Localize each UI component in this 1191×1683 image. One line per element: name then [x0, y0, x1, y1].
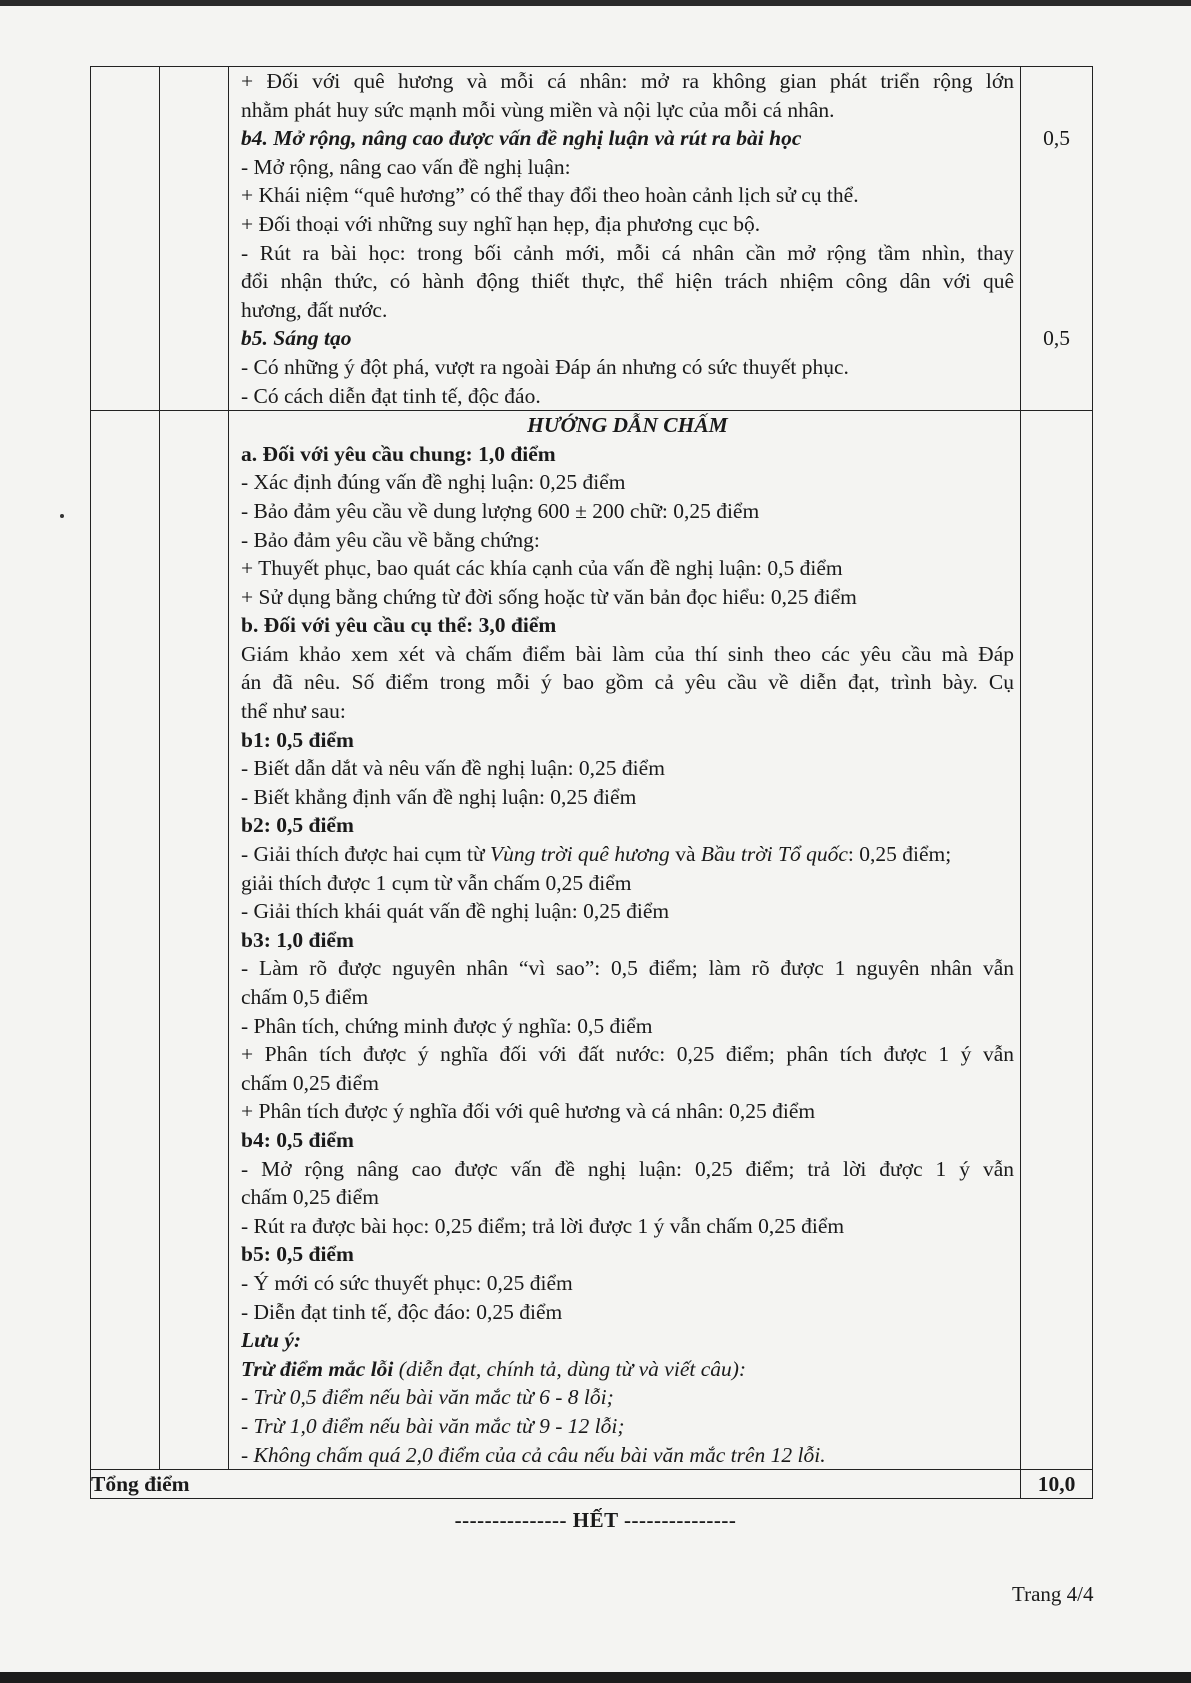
total-value: 10,0 [1021, 1470, 1093, 1499]
text-line: thể như sau: [241, 699, 346, 724]
section-heading-b5: b5. Sáng tạo [241, 326, 352, 351]
text-line: + Phân tích được ý nghĩa đối với đất nước: 0,25 điểm; phân tích được 1 ý vẫn [241, 1042, 1014, 1067]
total-label: Tổng điểm [91, 1470, 1021, 1499]
guide-title: HƯỚNG DẪN CHẤM [527, 413, 728, 438]
note-deduct-bold: Trừ điểm mắc lỗi [241, 1356, 394, 1381]
note-line: - Không chấm quá 2,0 điểm của cả câu nếu bài văn mắc trên 12 lỗi. [241, 1442, 826, 1467]
table-row-part-b [91, 67, 1093, 411]
note-deduct-line [241, 1355, 1014, 1384]
text-line: + Đối với quê hương và mỗi cá nhân: mở ra không gian phát triển rộng lớn [241, 69, 1014, 93]
guide-heading-b5: b5: 0,5 điểm [241, 1242, 354, 1267]
note-heading: Lưu ý: [241, 1328, 302, 1353]
text-fragment: và [669, 842, 701, 867]
text-line: + Đối thoại với những suy nghĩ hạn hẹp, địa phương cục bộ. [241, 211, 761, 236]
content-cell [229, 411, 1021, 1470]
text-line [241, 840, 1014, 869]
text-line: - Diễn đạt tinh tế, độc đáo: 0,25 điểm [241, 1299, 563, 1324]
text-line: hương, đất nước. [241, 297, 388, 322]
table-row-guide [91, 411, 1093, 1470]
text-line: - Giải thích khái quát vấn đề nghị luận: 0,25 điểm [241, 899, 670, 924]
guide-heading-b1: b1: 0,5 điểm [241, 727, 354, 752]
text-line: - Bảo đảm yêu cầu về dung lượng 600 ± 200 chữ: 0,25 điểm [241, 498, 760, 523]
text-line: + Phân tích được ý nghĩa đối với quê hương và cá nhân: 0,25 điểm [241, 1099, 816, 1124]
guide-heading-b3: b3: 1,0 điểm [241, 927, 354, 952]
text-line: - Phân tích, chứng minh được ý nghĩa: 0,5 điểm [241, 1013, 653, 1038]
note-line: - Trừ 1,0 điểm nếu bài văn mắc từ 9 - 12 lỗi; [241, 1413, 625, 1438]
col-part-cell [160, 67, 229, 411]
text-line: chấm 0,25 điểm [241, 1070, 379, 1095]
score-cell [1021, 67, 1093, 411]
text-line: - Rút ra được bài học: 0,25 điểm; trả lời được 1 ý vẫn chấm 0,25 điểm [241, 1213, 845, 1238]
table-row-total [91, 1470, 1093, 1499]
col-question-cell [91, 67, 160, 411]
text-line: - Biết dẫn dắt và nêu vấn đề nghị luận: 0,25 điểm [241, 756, 665, 781]
text-line: - Rút ra bài học: trong bối cảnh mới, mỗi cá nhân cần mở rộng tầm nhìn, thay [241, 240, 1014, 265]
scan-speck [60, 514, 64, 518]
text-line: Giám khảo xem xét và chấm điểm bài làm của thí sinh theo các yêu cầu mà Đáp [241, 641, 1014, 666]
text-line: giải thích được 1 cụm từ vẫn chấm 0,25 điểm [241, 870, 632, 895]
guide-heading-b: b. Đối với yêu cầu cụ thể: 3,0 điểm [241, 613, 557, 638]
term-bau-troi: Bầu trời Tổ quốc [700, 842, 848, 867]
text-line: án đã nêu. Số điểm trong mỗi ý bao gồm cả yêu cầu về diễn đạt, trình bày. Cụ [241, 670, 1014, 695]
text-line: - Có những ý đột phá, vượt ra ngoài Đáp án nhưng có sức thuyết phục. [241, 354, 849, 379]
page-number: Trang 4/4 [1012, 1582, 1094, 1606]
text-fragment: : 0,25 điểm; [847, 842, 952, 867]
text-line: - Xác định đúng vấn đề nghị luận: 0,25 điểm [241, 470, 626, 495]
col-part-cell [160, 411, 229, 1470]
end-marker: --------------- HẾT --------------- [454, 1508, 737, 1532]
text-line: chấm 0,5 điểm [241, 985, 369, 1009]
term-vung-troi: Vùng trời quê hương [490, 842, 670, 867]
text-line: + Sử dụng bằng chứng từ đời sống hoặc từ văn bản đọc hiểu: 0,25 điểm [241, 584, 857, 609]
text-fragment: - Giải thích được hai cụm từ [241, 842, 491, 867]
text-line: - Mở rộng nâng cao được vấn đề nghị luận: 0,25 điểm; trả lời được 1 ý vẫn [241, 1156, 1014, 1181]
score-b5: 0,5 [1043, 325, 1070, 350]
col-question-cell [91, 411, 160, 1470]
grading-table [90, 66, 1093, 1499]
text-line: - Ý mới có sức thuyết phục: 0,25 điểm [241, 1270, 573, 1295]
text-line: - Làm rõ được nguyên nhân “vì sao”: 0,5 điểm; làm rõ được 1 nguyên nhân vẫn [241, 956, 1014, 981]
note-deduct-rest: (diễn đạt, chính tả, dùng từ và viết câu): [393, 1356, 747, 1381]
section-heading-b4: b4. Mở rộng, nâng cao được vấn đề nghị luận và rút ra bài học [241, 126, 802, 151]
content-cell [229, 67, 1021, 411]
scan-edge-top [0, 0, 1191, 6]
text-line: đổi nhận thức, có hành động thiết thực, thể hiện trách nhiệm công dân với quê [241, 269, 1014, 294]
text-line: - Biết khẳng định vấn đề nghị luận: 0,25 điểm [241, 784, 637, 809]
note-line: - Trừ 0,5 điểm nếu bài văn mắc từ 6 - 8 lỗi; [241, 1385, 614, 1410]
text-line: chấm 0,25 điểm [241, 1185, 379, 1210]
guide-heading-b2: b2: 0,5 điểm [241, 813, 354, 838]
text-line: nhằm phát huy sức mạnh mỗi vùng miền và nội lực của mỗi cá nhân. [241, 97, 835, 122]
text-line: + Khái niệm “quê hương” có thể thay đổi theo hoàn cảnh lịch sử cụ thể. [241, 183, 859, 208]
guide-heading-a: a. Đối với yêu cầu chung: 1,0 điểm [241, 441, 556, 466]
text-line: + Thuyết phục, bao quát các khía cạnh của vấn đề nghị luận: 0,5 điểm [241, 556, 843, 581]
score-b4: 0,5 [1043, 126, 1070, 150]
scan-edge-bottom [0, 1672, 1191, 1683]
guide-heading-b4: b4: 0,5 điểm [241, 1127, 354, 1152]
text-line: - Bảo đảm yêu cầu về bằng chứng: [241, 527, 540, 552]
text-line: - Có cách diễn đạt tinh tế, độc đáo. [241, 383, 541, 408]
text-line: - Mở rộng, nâng cao vấn đề nghị luận: [241, 154, 571, 179]
score-cell [1021, 411, 1093, 1470]
